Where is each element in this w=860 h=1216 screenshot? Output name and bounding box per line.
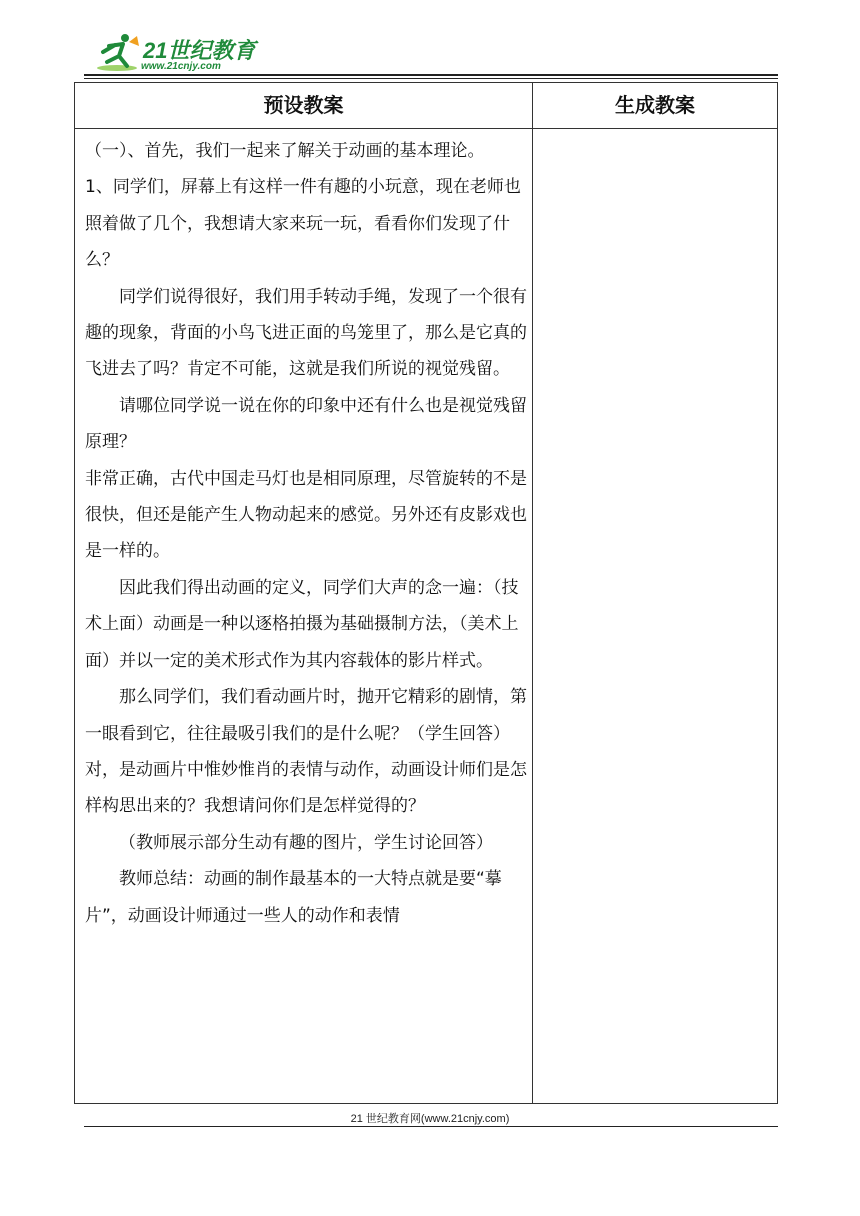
column-header-generated-plan: 生成教案	[615, 93, 695, 117]
paragraph: 那么同学们，我们看动画片时，抛开它精彩的剧情，第一眼看到它，往往最吸引我们的是什么呢？（学生回答）对，是动画片中惟妙惟肖的表情与动作，动画设计师们是怎样构思出来的？我想请问你们是怎样觉得的？	[85, 687, 527, 817]
paragraph: 同学们说得很好，我们用手转动手绳，发现了一个很有趣的现象，背面的小鸟飞进正面的鸟笼里了，那么是它真的飞进去了吗？肯定不可能，这就是我们所说的视觉残留。	[85, 286, 527, 380]
footer-rule	[84, 1126, 778, 1127]
header-row-divider	[75, 128, 777, 129]
header-rule-thin	[84, 78, 778, 79]
paragraph: 请哪位同学说一说在你的印象中还有什么也是视觉残留原理？	[85, 395, 527, 453]
paragraph: 教师总结：动画的制作最基本的一大特点就是要“摹片”，动画设计师通过一些人的动作和表情	[85, 869, 502, 926]
paragraph: （一）、首先，我们一起来了解关于动画的基本理论。	[85, 141, 485, 161]
paragraph: 因此我们得出动画的定义，同学们大声的念一遍：（技术上面）动画是一种以逐格拍摄为基础摄制方法，（美术上面）并以一定的美术形式作为其内容载体的影片样式。	[85, 577, 519, 671]
site-logo	[95, 32, 265, 76]
paragraph: 1、同学们，屏幕上有这样一件有趣的小玩意，现在老师也照着做了几个，我想请大家来玩一玩，看看你们发现了什么？	[85, 177, 521, 271]
paragraph: （教师展示部分生动有趣的图片，学生讨论回答）	[119, 832, 493, 853]
lesson-plan-table	[74, 82, 778, 1104]
footer-text: 21 世纪教育网(www.21cnjy.com)	[350, 1113, 510, 1125]
logo-url: www.21cnjy.com	[141, 61, 221, 72]
logo-text: 21世纪教育	[143, 38, 256, 63]
paragraph: 非常正确，古代中国走马灯也是相同原理，尽管旋转的不是很快，但还是能产生人物动起来的感觉。另外还有皮影戏也是一样的。	[85, 468, 527, 562]
header-rule	[84, 74, 778, 76]
preset-plan-content	[85, 133, 527, 934]
column-header-preset-plan: 预设教案	[263, 93, 344, 117]
column-divider	[532, 83, 533, 1103]
runner-icon	[95, 32, 141, 72]
